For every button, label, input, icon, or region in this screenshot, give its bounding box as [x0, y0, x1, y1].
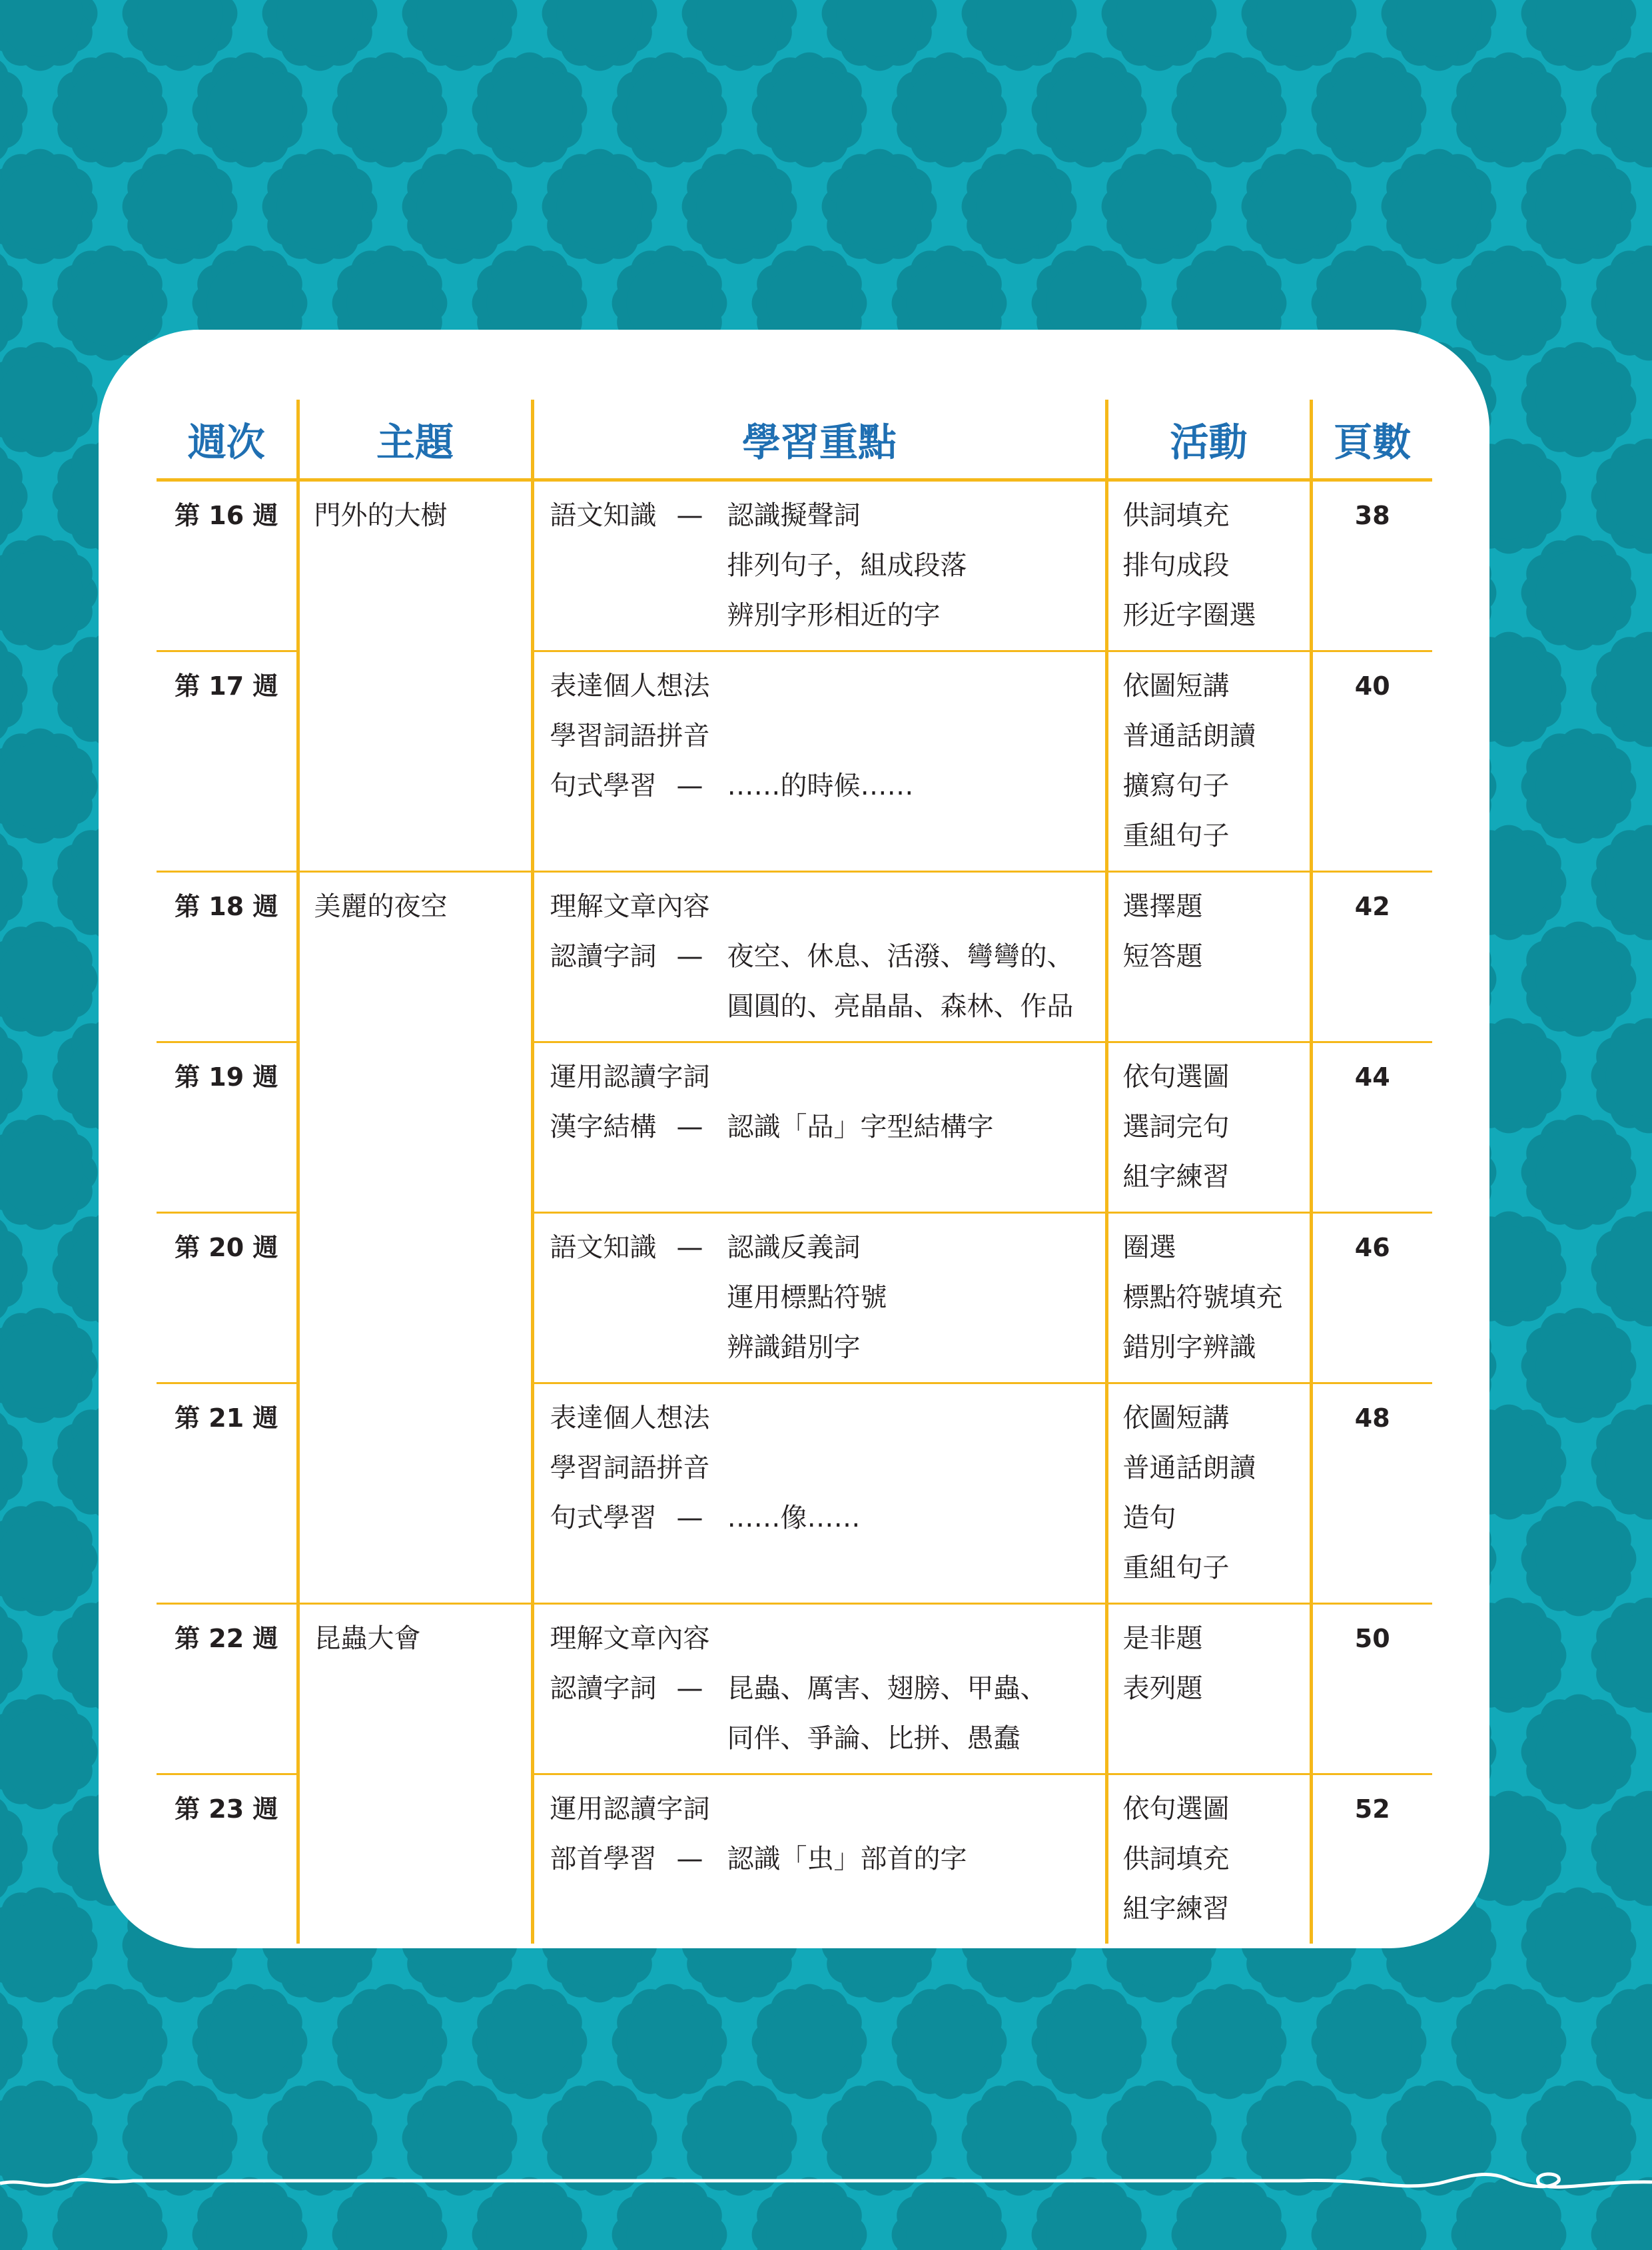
table-row: [157, 1774, 1432, 1944]
focus-line: [550, 1052, 1105, 1102]
table-row: [157, 1213, 1432, 1383]
flower-icon: [1521, 536, 1637, 651]
flower-icon: [0, 1694, 97, 1810]
flower-icon: [682, 0, 797, 71]
activity-item: 短答題: [1122, 941, 1203, 972]
focus-line: [550, 1664, 1105, 1714]
flower-icon: [1591, 1018, 1652, 1134]
flower-icon: [1591, 825, 1652, 940]
focus-cell: [532, 1774, 1106, 1944]
flower-icon: [1521, 1888, 1637, 2003]
table-row: [157, 1604, 1432, 1774]
focus-detail: 認識「虫」部首的字: [727, 1844, 967, 1874]
flower-icon: [1382, 149, 1497, 264]
page-number: 48: [1311, 1383, 1432, 1604]
focus-line: [550, 1443, 1105, 1493]
activity-item: 依句選圖: [1122, 1794, 1230, 1824]
focus-line: [550, 1493, 1105, 1543]
activities-cell: [1106, 872, 1311, 1042]
week-cell: 第 19 週: [157, 1042, 298, 1213]
flower-icon: [1312, 53, 1427, 168]
flower-icon: [0, 1598, 27, 1713]
flower-icon: [262, 0, 378, 71]
flower-icon: [0, 825, 27, 940]
week-cell: 第 17 週: [157, 651, 298, 872]
focus-cell: [532, 480, 1106, 651]
activity-item: 是非題: [1122, 1623, 1203, 1654]
flower-icon: [1172, 53, 1287, 168]
focus-category: 語文知識: [550, 500, 657, 531]
flower-icon: [402, 149, 518, 264]
flower-icon: [1591, 1212, 1652, 1327]
flower-icon: [1521, 922, 1637, 1037]
flower-icon: [1591, 53, 1652, 168]
focus-line: [550, 1273, 1105, 1323]
focus-detail: 認識擬聲詞: [727, 500, 861, 531]
header-week: 週次: [157, 400, 298, 480]
week-cell: 第 21 週: [157, 1383, 298, 1604]
focus-line: [550, 1323, 1105, 1373]
focus-category: 句式學習: [550, 1503, 657, 1533]
focus-detail: 認識「品」字型結構字: [727, 1112, 994, 1142]
flower-icon: [962, 149, 1077, 264]
flower-icon: [0, 53, 27, 168]
flower-icon: [0, 1308, 97, 1423]
focus-category: 語文知識: [550, 1232, 657, 1263]
flower-icon: [402, 0, 518, 71]
flower-icon: [0, 1501, 97, 1617]
table-row: [157, 651, 1432, 872]
flower-icon: [752, 53, 867, 168]
theme-cell: 昆蟲大會: [298, 1604, 532, 1774]
flower-icon: [123, 0, 238, 71]
activities-cell: [1106, 1042, 1311, 1213]
focus-detail: 運用標點符號: [727, 1282, 887, 1313]
table-row: [157, 1042, 1432, 1213]
page-number: 42: [1311, 872, 1432, 1042]
page-number: 46: [1311, 1213, 1432, 1383]
flower-icon: [1521, 342, 1637, 458]
flower-icon: [0, 1888, 97, 2003]
flower-icon: [0, 342, 97, 458]
focus-category: 認讀字詞: [550, 941, 657, 972]
focus-detail: ……的時候……: [727, 771, 914, 801]
flower-icon: [1451, 246, 1567, 361]
table-row: [157, 872, 1432, 1042]
flower-icon: [1591, 1405, 1652, 1520]
focus-detail: 認識反義詞: [727, 1232, 861, 1263]
flower-icon: [1521, 729, 1637, 844]
flower-icon: [193, 53, 308, 168]
focus-cell: [532, 651, 1106, 872]
flower-icon: [752, 1984, 867, 2099]
focus-text: 表達個人想法: [550, 671, 710, 701]
theme-cell: [298, 651, 532, 872]
flower-icon: [0, 1984, 27, 2099]
focus-line: [550, 1223, 1105, 1273]
flower-icon: [0, 536, 97, 651]
focus-line: [550, 541, 1105, 591]
flower-icon: [1102, 149, 1217, 264]
focus-line: [550, 1714, 1105, 1764]
focus-detail: 夜空、休息、活潑、彎彎的、: [727, 941, 1074, 972]
flower-icon: [1032, 1984, 1147, 2099]
flower-icon: [1102, 0, 1217, 71]
focus-dash: —: [676, 1112, 703, 1142]
focus-line: [550, 661, 1105, 711]
activity-item: 錯別字辨識: [1122, 1332, 1256, 1363]
page-number: 50: [1311, 1604, 1432, 1774]
flower-icon: [542, 149, 657, 264]
flower-icon: [1312, 1984, 1427, 2099]
flower-icon: [1591, 1598, 1652, 1713]
focus-category: 句式學習: [550, 771, 657, 801]
focus-text: 學習詞語拼音: [550, 721, 710, 751]
focus-line: [550, 982, 1105, 1032]
focus-detail: 辨別字形相近的字: [727, 600, 941, 631]
focus-dash: —: [676, 941, 703, 972]
focus-dash: —: [676, 500, 703, 531]
flower-icon: [53, 1984, 168, 2099]
focus-detail: 昆蟲、厲害、翅膀、甲蟲、: [727, 1673, 1047, 1704]
page-number: 38: [1311, 480, 1432, 651]
flower-icon: [1242, 0, 1357, 71]
header-activities: 活動: [1106, 400, 1311, 480]
activities-cell: [1106, 1604, 1311, 1774]
flower-icon: [962, 0, 1077, 71]
flower-icon: [1242, 149, 1357, 264]
flower-icon: [1032, 53, 1147, 168]
activities-cell: [1106, 1774, 1311, 1944]
flower-icon: [1591, 1984, 1652, 2099]
theme-cell: 美麗的夜空: [298, 872, 532, 1042]
flower-icon: [1591, 246, 1652, 361]
week-cell: 第 23 週: [157, 1774, 298, 1944]
flower-icon: [1521, 0, 1637, 71]
focus-dash: —: [676, 1232, 703, 1263]
flower-icon: [1382, 0, 1497, 71]
flower-icon: [612, 53, 727, 168]
focus-line: [550, 1102, 1105, 1152]
activity-item: 表列題: [1122, 1673, 1203, 1704]
flower-icon: [0, 1791, 27, 1906]
table-row: [157, 480, 1432, 651]
focus-dash: —: [676, 771, 703, 801]
focus-detail: 排列句子，組成段落: [727, 550, 967, 581]
focus-cell: [532, 872, 1106, 1042]
flower-icon: [0, 1018, 27, 1134]
flower-icon: [1451, 53, 1567, 168]
flower-icon: [1521, 1501, 1637, 1617]
flower-icon: [0, 1405, 27, 1520]
focus-detail: 同伴、爭論、比拼、愚蠢: [727, 1723, 1021, 1754]
focus-dash: —: [676, 1844, 703, 1874]
activity-item: 選擇題: [1122, 891, 1203, 922]
activities-cell: [1106, 480, 1311, 651]
activity-item: 普通話朗讀: [1122, 721, 1256, 751]
flower-icon: [0, 632, 27, 747]
focus-text: 運用認讀字詞: [550, 1062, 710, 1092]
focus-line: [550, 761, 1105, 811]
theme-cell: [298, 1774, 532, 1944]
table-header-row: [157, 400, 1432, 480]
decorative-wave-line: [0, 2158, 1652, 2211]
focus-category: 認讀字詞: [550, 1673, 657, 1704]
flower-icon: [1521, 1308, 1637, 1423]
focus-line: [550, 882, 1105, 932]
activities-cell: [1106, 1383, 1311, 1604]
flower-icon: [822, 0, 937, 71]
focus-line: [550, 1784, 1105, 1834]
focus-detail: ……像……: [727, 1503, 861, 1533]
activity-item: 圈選: [1122, 1232, 1176, 1263]
flower-icon: [1521, 149, 1637, 264]
flower-icon: [1521, 1115, 1637, 1230]
flower-icon: [262, 149, 378, 264]
activities-cell: [1106, 1213, 1311, 1383]
week-cell: 第 20 週: [157, 1213, 298, 1383]
flower-icon: [542, 0, 657, 71]
flower-icon: [1172, 1984, 1287, 2099]
activity-item: 形近字圈選: [1122, 600, 1256, 631]
flower-icon: [1591, 632, 1652, 747]
focus-text: 表達個人想法: [550, 1403, 710, 1433]
flower-icon: [1591, 439, 1652, 554]
flower-icon: [0, 246, 27, 361]
focus-cell: [532, 1213, 1106, 1383]
flower-icon: [472, 1984, 588, 2099]
focus-cell: [532, 1604, 1106, 1774]
focus-detail: 圓圓的、亮晶晶、森林、作品: [727, 991, 1074, 1022]
focus-text: 運用認讀字詞: [550, 1794, 710, 1824]
focus-detail: 辨識錯別字: [727, 1332, 861, 1363]
theme-cell: [298, 1213, 532, 1383]
week-cell: 第 18 週: [157, 872, 298, 1042]
flower-icon: [123, 149, 238, 264]
focus-dash: —: [676, 1673, 703, 1704]
flower-icon: [1521, 1694, 1637, 1810]
activity-item: 供詞填充: [1122, 500, 1230, 531]
flower-icon: [0, 729, 97, 844]
week-cell: 第 16 週: [175, 501, 278, 530]
flower-icon: [0, 149, 97, 264]
activity-item: 普通話朗讀: [1122, 1453, 1256, 1483]
table-row: [157, 1383, 1432, 1604]
activity-item: 依圖短講: [1122, 671, 1230, 701]
activity-item: 標點符號填充: [1122, 1282, 1283, 1313]
activity-item: 重組句子: [1122, 1553, 1230, 1583]
flower-icon: [0, 1212, 27, 1327]
flower-icon: [472, 53, 588, 168]
schedule-table: [157, 400, 1432, 1944]
page-number: 40: [1311, 651, 1432, 872]
focus-text: 理解文章內容: [550, 891, 710, 922]
activity-item: 組字練習: [1122, 1894, 1230, 1924]
activity-item: 供詞填充: [1122, 1844, 1230, 1874]
theme-cell: 門外的大樹: [298, 480, 532, 651]
focus-text: 學習詞語拼音: [550, 1453, 710, 1483]
theme-cell: [298, 1042, 532, 1213]
focus-category: 部首學習: [550, 1844, 657, 1874]
flower-icon: [1451, 1984, 1567, 2099]
activity-item: 重組句子: [1122, 821, 1230, 851]
flower-icon: [332, 1984, 448, 2099]
page-number: 44: [1311, 1042, 1432, 1213]
flower-icon: [332, 53, 448, 168]
flower-icon: [682, 149, 797, 264]
flower-icon: [892, 53, 1007, 168]
activity-item: 造句: [1122, 1503, 1176, 1533]
flower-icon: [0, 1115, 97, 1230]
focus-line: [550, 491, 1105, 541]
focus-line: [550, 1614, 1105, 1664]
activity-item: 擴寫句子: [1122, 771, 1230, 801]
flower-icon: [822, 149, 937, 264]
activity-item: 組字練習: [1122, 1162, 1230, 1192]
activity-item: 依圖短講: [1122, 1403, 1230, 1433]
header-theme: 主題: [298, 400, 532, 480]
flower-icon: [0, 439, 27, 554]
focus-category: 漢字結構: [550, 1112, 657, 1142]
focus-line: [550, 1834, 1105, 1884]
focus-line: [550, 1393, 1105, 1443]
table-body: [157, 480, 1432, 1944]
focus-line: [550, 591, 1105, 641]
activities-cell: [1106, 651, 1311, 872]
focus-line: [550, 932, 1105, 982]
focus-dash: —: [676, 1503, 703, 1533]
flower-icon: [612, 1984, 727, 2099]
header-page: 頁數: [1311, 400, 1432, 480]
header-focus: 學習重點: [532, 400, 1106, 480]
focus-cell: [532, 1383, 1106, 1604]
flower-icon: [0, 922, 97, 1037]
activity-item: 選詞完句: [1122, 1112, 1230, 1142]
theme-cell: [298, 1383, 532, 1604]
focus-line: [550, 711, 1105, 761]
activity-item: 依句選圖: [1122, 1062, 1230, 1092]
flower-icon: [193, 1984, 308, 2099]
activity-item: 排句成段: [1122, 550, 1230, 581]
flower-icon: [53, 53, 168, 168]
week-cell: 第 22 週: [157, 1604, 298, 1774]
flower-icon: [892, 1984, 1007, 2099]
focus-cell: [532, 1042, 1106, 1213]
flower-icon: [1591, 1791, 1652, 1906]
focus-text: 理解文章內容: [550, 1623, 710, 1654]
page-number: 52: [1311, 1774, 1432, 1944]
